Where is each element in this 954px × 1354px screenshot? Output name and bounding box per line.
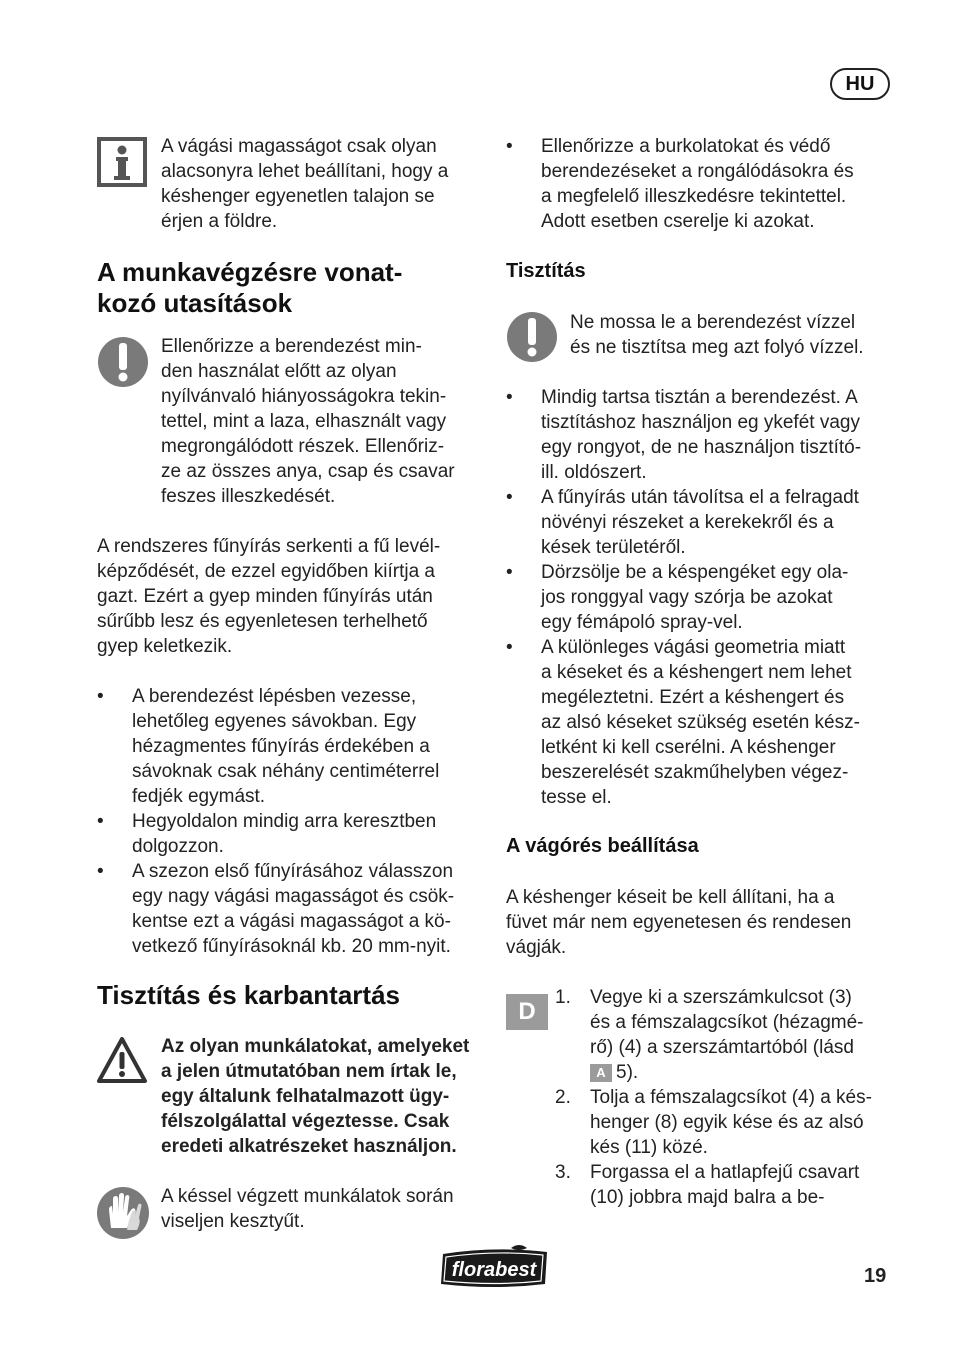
mowing-bullet-list [97, 684, 482, 959]
covers-bullet-list [506, 134, 896, 234]
regular-mowing-paragraph: A rendszeres fűnyírás serkenti a fű levél- képződését, de ezzel egyidőben kiírtja a gazt. Ezért a gyep minden fűnyírás után sűrűbb lesz és egyenletesen terhelhető gyep keletkezik. [97, 536, 441, 657]
heading-cleaning: Tisztítás [506, 260, 586, 282]
exclamation-circle-icon [506, 310, 570, 371]
water-warning-note [506, 310, 896, 371]
heading-work-line2: kozó utasítások [97, 288, 293, 318]
warning-check-note [97, 334, 482, 509]
list-item: • A különleges vágási geometria miatt a késeket és a késhengert nem lehet megéleztetni. Ezért a késhengert és az alsó késeket szükség esetén kész- letként ki kell cserélni. A késhenger beszerelését szakműhelyben végez- tesse el. [506, 635, 896, 810]
list-item: • A fűnyírás után távolítsa el a felragadt növényi részeket a kerekekről és a kések területéről. [506, 485, 896, 560]
list-item: • Mindig tartsa tisztán a berendezést. A tisztításhoz használjon eg ykefét vagy egy rongyot, de ne használjon tisztító- ill. oldószert. [506, 385, 896, 485]
figure-ref-d-badge: D [506, 994, 548, 1030]
warning-check-text: Ellenőrizze a berendezést min- den használat előtt az olyan nyílvánvaló hiányosságokra tekin- tettel, mint a laza, elhasznált vagy megrongálódott részek. Ellenőriz- ze az összes anya, csap és csavar feszes illeszkedését. [161, 336, 455, 507]
adjust-steps-list [555, 985, 895, 1210]
figure-ref-a-badge: A [590, 1064, 612, 1082]
gloves-note [97, 1184, 482, 1247]
gloves-icon [97, 1184, 161, 1247]
step-item: 3. Forgassa el a hatlapfejű csavart (10) jobbra majd balra a be- [555, 1162, 860, 1208]
page-number: 19 [864, 1265, 887, 1287]
heading-cleaning-maintenance: Tisztítás és karbantartás [97, 980, 400, 1010]
list-item: • Dörzsölje be a késpengéket egy ola- jos ronggyal vagy szórja be azokat egy fémápoló spray-vel. [506, 560, 896, 635]
heading-work-line1: A munkavégzésre vonat- [97, 257, 403, 287]
cleaning-bullet-list [506, 385, 896, 810]
list-item: • A berendezést lépésben vezesse, lehetőleg egyenes sávokban. Egy hézagmentes fűnyírás érdekében a sávoknak csak néhány centiméterrel fedjék egymást. [97, 684, 482, 809]
water-warning-text: Ne mossa le a berendezést vízzel és ne tisztítsa meg azt folyó vízzel. [570, 312, 864, 358]
warning-service-text: Az olyan munkálatokat, amelyeket a jelen útmutatóban nem írtak le, egy általunk felhatalmazott ügy- félszolgálattal végeztesse. Csak eredeti alkatrészeket használjon. [161, 1036, 470, 1157]
florabest-logo [437, 1244, 553, 1290]
list-item: • Ellenőrizze a burkolatokat és védő berendezéseket a rongálódásokra és a megfelelő illeszkedésre tekintettel. Adott esetben cserelje ki azokat. [506, 134, 896, 234]
list-item: • A szezon első fűnyírásához válasszon egy nagy vágási magasságot és csök- kentse ezt a vágási magasságot a kö- vetkező fűnyírásoknál kb. 20 mm-nyit. [97, 859, 482, 959]
info-note [97, 134, 482, 234]
warning-triangle-icon [97, 1034, 161, 1093]
logo-text: florabest [451, 1259, 537, 1281]
heading-work-instructions [97, 257, 482, 319]
warning-service-note [97, 1034, 482, 1159]
exclamation-circle-icon [97, 334, 161, 395]
list-item: • Hegyoldalon mindig arra keresztben dolgozzon. [97, 809, 482, 859]
language-badge: HU [830, 68, 890, 100]
heading-adjust-gap: A vágórés beállítása [506, 835, 699, 857]
gloves-note-text: A késsel végzett munkálatok során viseljen kesztyűt. [161, 1186, 454, 1232]
step-item: 1. Vegye ki a szerszámkulcsot (3) és a fémszalagcsíkot (hézagmé- rő) (4) a szerszámtartóból (lásd A 5). [555, 987, 864, 1083]
info-icon [97, 134, 161, 195]
step-item: 2. Tolja a fémszalagcsíkot (4) a kés- henger (8) egyik kése és az alsó kés (11) közé. [555, 1087, 872, 1158]
adjust-paragraph: A késhenger késeit be kell állítani, ha a füvet már nem egyenetesen és rendesen vágják. [506, 887, 852, 958]
info-note-text: A vágási magasságot csak olyan alacsonyra lehet beállítani, hogy a késhenger egyenetlen talajon se érjen a földre. [161, 136, 449, 232]
